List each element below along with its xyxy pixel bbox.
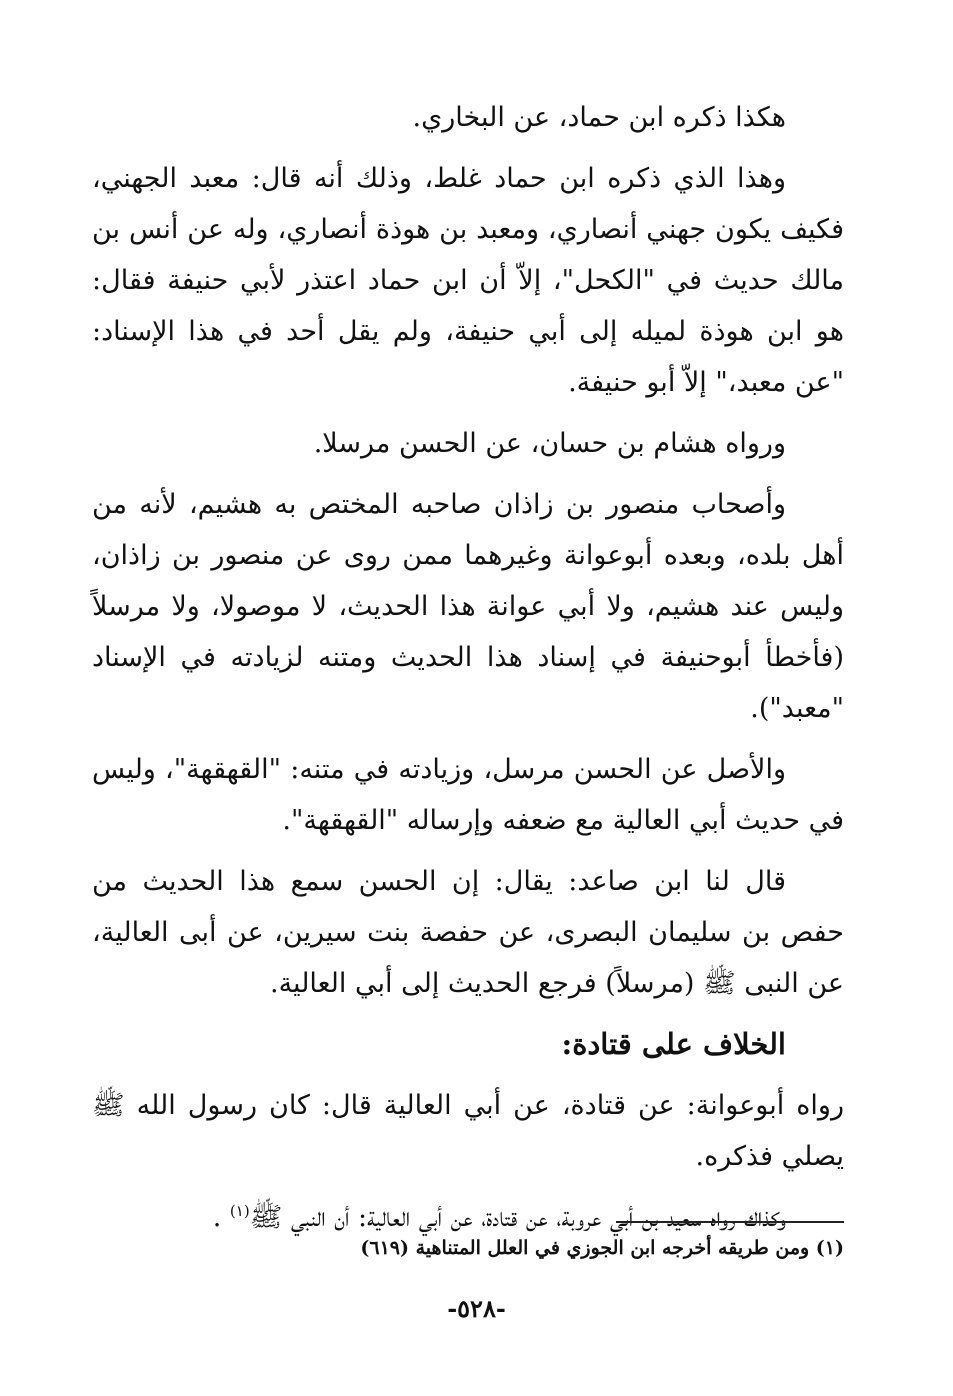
paragraph-5: والأصل عن الحسن مرسل، وزيادته في متنه: "القهقهة"، وليس في حديث أبي العالية مع ضعفه وإرساله "القهقهة". — [92, 754, 844, 836]
paragraph-8-text: وكذاك رواه سعيد بن أبي عروبة، عن قتادة، عن أبي العالية: أن النبي ﷺ — [249, 1202, 786, 1233]
footnote-marker: (١) — [229, 1202, 250, 1220]
paragraph-6: قال لنا ابن صاعد: يقال: إن الحسن سمع هذا الحديث من حفص بن سليمان البصرى، عن حفصة بنت سيرين، عن أبى العالية، عن النبى ﷺ (مرسلاً) فرجع الحديث إلى أبي العالية. — [92, 866, 844, 999]
paragraph-3: ورواه هشام بن حسان، عن الحسن مرسلا. — [313, 428, 786, 459]
page-number: -٥٢٨- — [447, 1294, 506, 1323]
section-heading: الخلاف على قتادة: — [561, 1027, 786, 1061]
footnote-divider — [616, 1221, 844, 1223]
paragraph-7: رواه أبوعوانة: عن قتادة، عن أبي العالية قال: كان رسول الله ﷺ يصلي فذكره. — [92, 1090, 844, 1172]
paragraph-2: وهذا الذي ذكره ابن حماد غلط، وذلك أنه قال: معبد الجهني، فكيف يكون جهني أنصاري، ومعبد بن هوذة أنصاري، وله عن أنس بن مالك حديث في "الكحل"، إلاّ أن ابن حماد اعتذر لأبي حنيفة فقال: هو ابن هوذة لميله إلى أبي حنيفة، ولم يقل أحد في هذا الإسناد: "عن معبد،" إلاّ أبو حنيفة. — [92, 163, 844, 398]
paragraph-1: هكذا ذكره ابن حماد، عن البخاري. — [412, 102, 786, 133]
footnote: (١) ومن طريقه أخرجه ابن الجوزي في العلل المتناهية (٦١٩) — [360, 1237, 844, 1259]
paragraph-4: وأصحاب منصور بن زاذان صاحبه المختص به هشيم، لأنه من أهل بلده، وبعده أبوعوانة وغيرهما ممن روى عن منصور بن زاذان، وليس عند هشيم، ولا أبي عوانة هذا الحديث، لا موصولا، ولا مرسلاً (فأخطأ أبوحنيفة في إسناد هذا الحديث ومتنه لزيادته في الإسناد "معبد"). — [92, 489, 844, 724]
paragraph-8-end: . — [212, 1202, 222, 1233]
page-body — [92, 92, 844, 1253]
